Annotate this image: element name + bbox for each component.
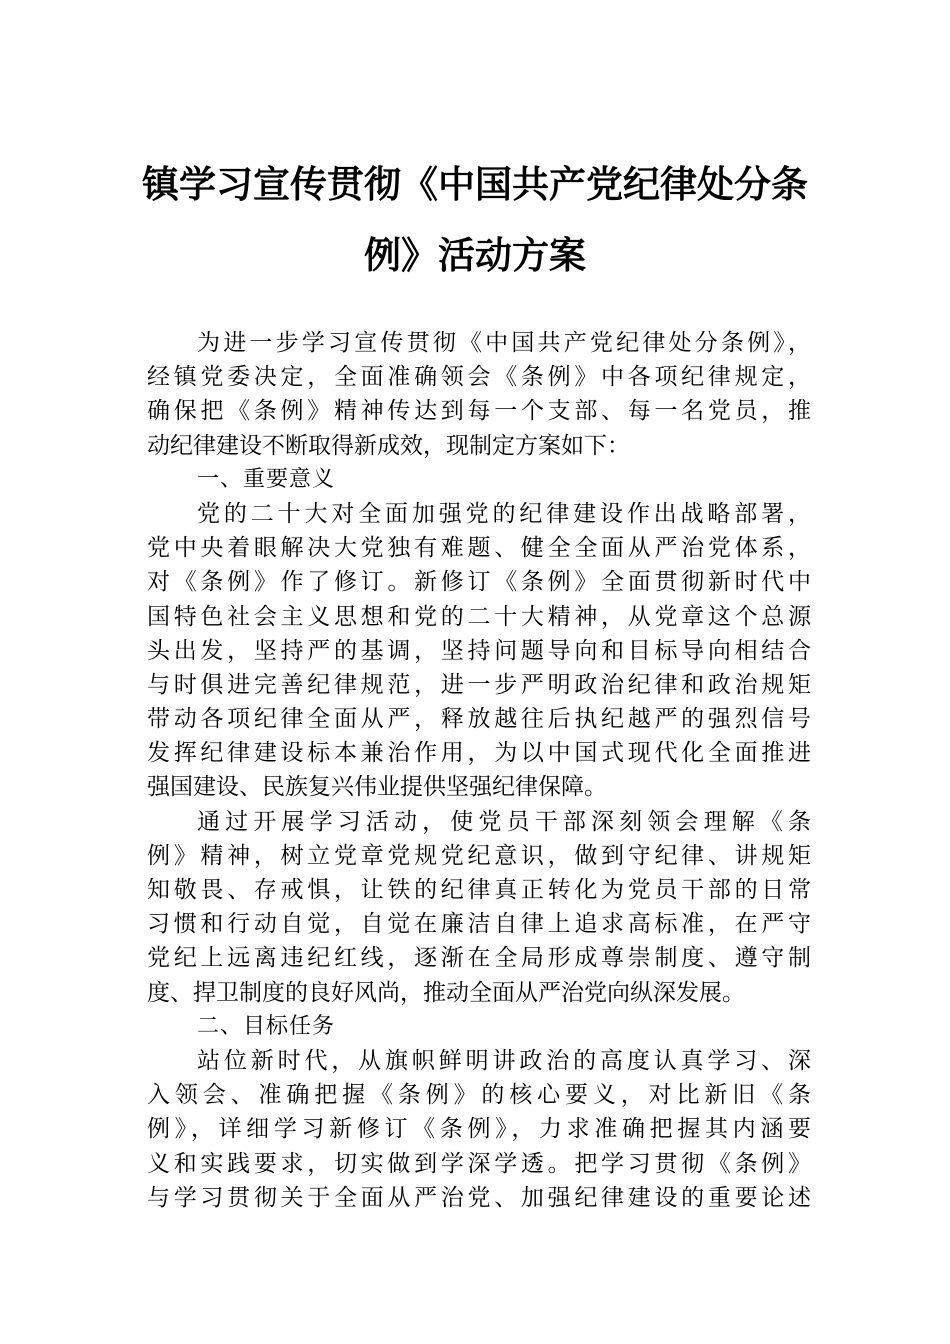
- paragraph-line: 义和实践要求，切实做到学深学透。把学习贯彻《条例》: [147, 1150, 811, 1177]
- paragraph-line: 为进一步学习宣传贯彻《中国共产党纪律处分条例》，: [197, 330, 811, 356]
- document-body: [147, 326, 811, 1215]
- paragraph-line: 动纪律建设不断取得新成效，现制定方案如下：: [147, 432, 630, 459]
- paragraph-line: 习惯和行动自觉，自觉在廉洁自律上追求高标准，在严守: [147, 911, 811, 938]
- paragraph-line: 党中央着眼解决大党独有难题、健全全面从严治党体系，: [147, 535, 811, 562]
- paragraph-line: 例》精神，树立党章党规党纪意识，做到守纪律、讲规矩: [147, 842, 811, 869]
- paragraph-line: 确保把《条例》精神传达到每一个支部、每一名党员，推: [147, 398, 811, 425]
- document-title-line-1: 镇学习宣传贯彻《中国共产党纪律处分条: [142, 162, 808, 206]
- section-heading-2: 二、目标任务: [197, 1013, 336, 1039]
- paragraph-line: 国特色社会主义思想和党的二十大精神，从党章这个总源: [147, 603, 811, 630]
- paragraph-line: 头出发，坚持严的基调，坚持问题导向和目标导向相结合: [147, 637, 811, 664]
- paragraph-line: 知敬畏、存戒惧，让铁的纪律真正转化为党员干部的日常: [147, 877, 811, 903]
- paragraph-line: 与时俱进完善纪律规范，进一步严明政治纪律和政治规矩: [147, 671, 811, 698]
- paragraph-line: 站位新时代，从旗帜鲜明讲政治的高度认真学习、深: [197, 1047, 811, 1074]
- paragraph-line: 带动各项纪律全面从严，释放越往后执纪越严的强烈信号: [147, 706, 811, 733]
- section-heading-1: 一、重要意义: [197, 466, 336, 492]
- paragraph-line: 度、捍卫制度的良好风尚，推动全面从严治党向纵深发展。: [147, 979, 745, 1006]
- paragraph-line: 党纪上远离违纪红线，逐渐在全局形成尊崇制度、遵守制: [147, 945, 811, 972]
- document-title-line-2: 例》活动方案: [364, 233, 586, 277]
- paragraph-line: 发挥纪律建设标本兼治作用，为以中国式现代化全面推进: [147, 740, 811, 767]
- paragraph-line: 对《条例》作了修订。新修订《条例》全面贯彻新时代中: [147, 569, 811, 596]
- paragraph-line: 入领会、准确把握《条例》的核心要义，对比新旧《条: [147, 1082, 811, 1109]
- paragraph-line: 通过开展学习活动，使党员干部深刻领会理解《条: [197, 808, 811, 835]
- paragraph-line: 例》，详细学习新修订《条例》，力求准确把握其内涵要: [147, 1116, 811, 1143]
- paragraph-line: 经镇党委决定，全面准确领会《条例》中各项纪律规定，: [147, 364, 811, 391]
- paragraph-line: 强国建设、民族复兴伟业提供坚强纪律保障。: [147, 774, 607, 801]
- paragraph-line: 与学习贯彻关于全面从严治党、加强纪律建设的重要论述: [147, 1184, 811, 1211]
- paragraph-line: 党的二十大对全面加强党的纪律建设作出战略部署，: [197, 500, 811, 527]
